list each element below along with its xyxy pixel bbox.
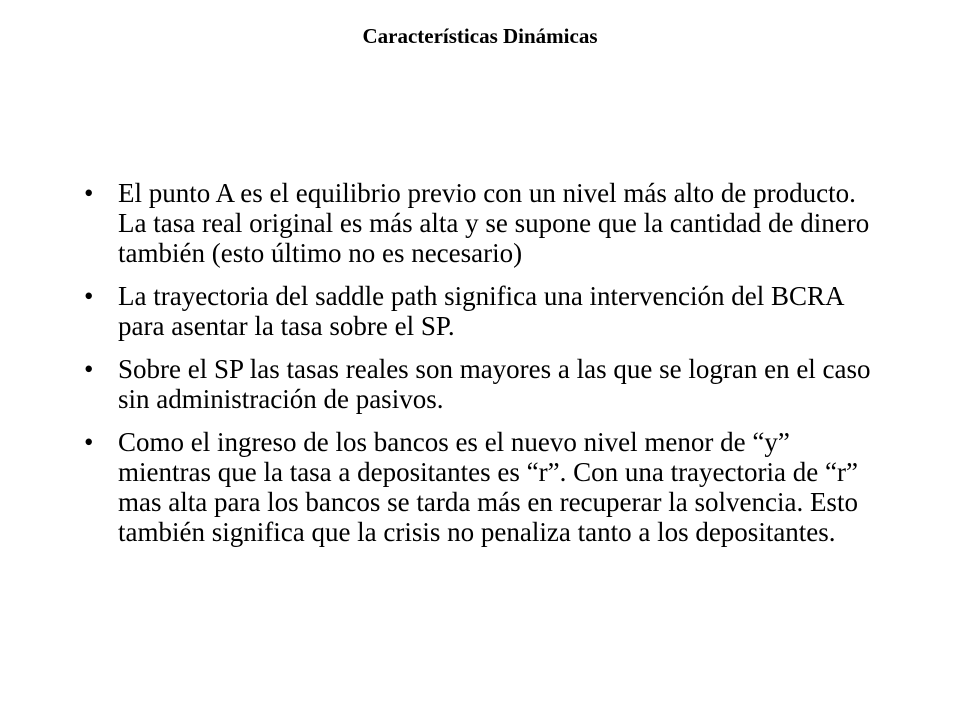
bullet-text-2: La trayectoria del saddle path significa una intervención del BCRA para asentar la tasa sobre el SP. xyxy=(118,281,844,341)
bullet-icon: • xyxy=(84,178,94,208)
bullet-item-2 xyxy=(84,281,884,341)
bullet-icon: • xyxy=(84,427,94,457)
bullet-item-3 xyxy=(84,354,884,414)
bullet-text-4: Como el ingreso de los bancos es el nuevo nivel menor de “y” mientras que la tasa a depositantes es “r”. Con una trayectoria de “r” mas alta para los bancos se tarda más en recuperar la solvencia. Esto también significa que la crisis no penaliza tanto a los depositantes. xyxy=(118,427,858,547)
bullet-icon: • xyxy=(84,354,94,384)
bullet-item-4 xyxy=(84,427,884,547)
bullet-icon: • xyxy=(84,281,94,311)
bullet-item-1 xyxy=(84,178,884,268)
bullet-list xyxy=(84,178,884,560)
bullet-text-1: El punto A es el equilibrio previo con un nivel más alto de producto. La tasa real original es más alta y se supone que la cantidad de dinero también (esto último no es necesario) xyxy=(118,178,870,268)
slide-title: Características Dinámicas xyxy=(362,24,598,48)
bullet-text-3: Sobre el SP las tasas reales son mayores a las que se logran en el caso sin administración de pasivos. xyxy=(118,354,871,414)
